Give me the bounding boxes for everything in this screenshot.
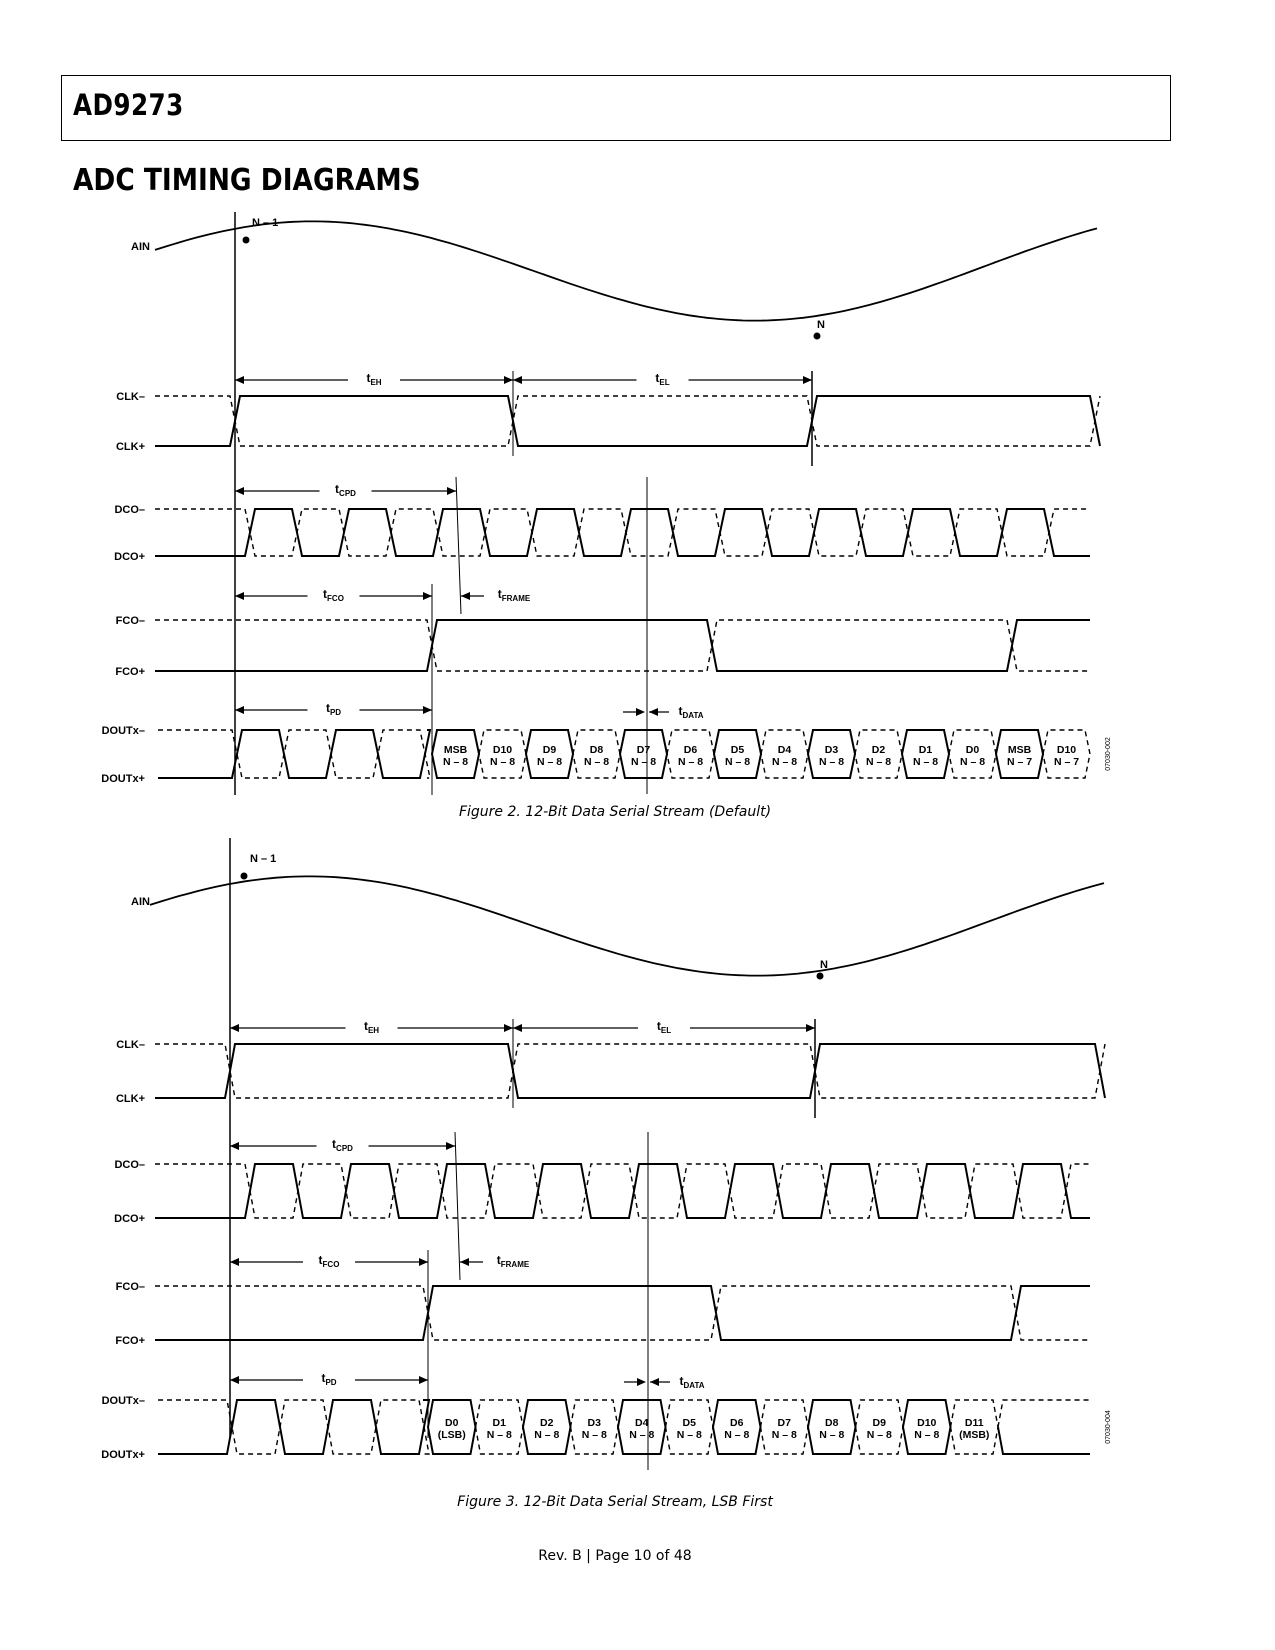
dout-minus-pre-waveform	[158, 730, 430, 778]
data-bit-name: D3	[824, 744, 839, 756]
data-bit-name: D10	[492, 744, 513, 756]
data-bit-sample: N – 8	[630, 756, 657, 768]
data-bit-sample: N – 8	[912, 756, 939, 768]
tfco-dimension-arrow-left	[235, 592, 244, 600]
data-bit-sample: N – 8	[486, 1429, 512, 1441]
tdata-label: $t_{DATA}$	[678, 704, 704, 720]
data-bit-name: MSB	[443, 744, 468, 756]
dout-plus-label: DOUTx+	[101, 1449, 145, 1461]
clk-minus-waveform	[155, 396, 1100, 446]
figure-3-caption: Figure 3. 12-Bit Data Serial Stream, LSB First	[457, 1494, 773, 1510]
data-bit-name: D4	[777, 744, 792, 756]
sample-point-n-minus-1	[241, 873, 248, 880]
ain-label: AIN	[131, 896, 150, 908]
ain-waveform	[155, 221, 1097, 320]
dco-plus-label: DCO+	[114, 1213, 145, 1225]
fco-plus-waveform	[155, 620, 1090, 671]
data-bit-sample: N – 8	[818, 756, 845, 768]
tdata-left-arrow	[636, 708, 645, 716]
data-bit-sample: N – 8	[724, 1429, 750, 1441]
dco-frame-marker	[456, 477, 461, 614]
data-bit-name: D8	[589, 744, 604, 756]
tcpd-dimension-arrow-right	[446, 1142, 455, 1150]
clk-minus-waveform	[155, 1044, 1105, 1098]
header-box	[61, 75, 1171, 141]
figure-code: 07030-004	[1105, 1410, 1112, 1444]
clk-minus-label: CLK–	[116, 391, 145, 403]
data-bit-sample: N – 8	[865, 756, 892, 768]
tfco-dimension-label: $t_{FCO}$	[323, 587, 344, 603]
teh-dimension-arrow-left	[235, 376, 244, 384]
data-bit-name: D9	[542, 744, 557, 756]
data-bit-name: D0	[965, 744, 980, 756]
data-bit-sample: N – 7	[1006, 756, 1033, 768]
tel-dimension-label: $t_{EL}$	[655, 371, 670, 387]
data-bit-sample: N – 8	[489, 756, 516, 768]
tpd-dimension-arrow-left	[230, 1376, 239, 1384]
dout-plus-pre-waveform	[158, 1400, 429, 1454]
tpd-dimension-label: $t_{PD}$	[325, 701, 342, 717]
data-bit-sample: N – 8	[914, 1429, 940, 1441]
tfco-dimension-arrow-right	[423, 592, 432, 600]
data-bit-name: D1	[918, 744, 933, 756]
fco-plus-label: FCO+	[115, 666, 145, 678]
clk-plus-waveform	[155, 1044, 1105, 1098]
figure-code: 07030-002	[1105, 737, 1112, 771]
data-bit-name: D0	[445, 1417, 459, 1429]
figure-2-timing-diagram	[0, 200, 1275, 800]
data-bit-sample: N – 8	[819, 1429, 845, 1441]
tpd-dimension-label: $t_{PD}$	[321, 1371, 337, 1387]
sample-point-n-minus-1	[243, 237, 250, 244]
data-bit-name: D8	[825, 1417, 839, 1429]
sample-point-n	[814, 333, 821, 340]
tcpd-dimension-arrow-left	[230, 1142, 239, 1150]
tel-dimension-label: $t_{EL}$	[656, 1019, 672, 1035]
data-bit-name: D5	[682, 1417, 696, 1429]
sample-point-n	[817, 973, 824, 980]
data-bit-sample: N – 8	[724, 756, 751, 768]
data-bit-name: D10	[1056, 744, 1077, 756]
data-bit-sample: (LSB)	[437, 1429, 466, 1441]
data-bit-name: D11	[964, 1417, 984, 1429]
ain-label: AIN	[131, 241, 150, 253]
dco-plus-label: DCO+	[114, 551, 145, 563]
data-bit-sample: N – 8	[442, 756, 469, 768]
data-bit-sample: (MSB)	[959, 1429, 990, 1441]
teh-dimension-label: $t_{EH}$	[366, 371, 382, 387]
tframe-label: $t_{FRAME}$	[497, 587, 531, 603]
section-title: ADC TIMING DIAGRAMS	[73, 163, 421, 198]
figure-3-timing-diagram	[0, 830, 1275, 1461]
dout-minus-label: DOUTx–	[101, 725, 145, 737]
fco-plus-label: FCO+	[115, 1335, 145, 1347]
dout-minus-label: DOUTx–	[101, 1395, 145, 1407]
data-bit-sample: N – 8	[771, 1429, 797, 1441]
data-bit-sample: N – 8	[536, 756, 563, 768]
tdata-label: $t_{DATA}$	[679, 1374, 705, 1390]
dout-plus-pre-waveform	[158, 730, 430, 778]
teh-dimension-label: $t_{EH}$	[363, 1019, 380, 1035]
data-bit-name: D2	[540, 1417, 554, 1429]
tel-dimension-arrow-left	[513, 376, 522, 384]
data-bit-name: D7	[777, 1417, 791, 1429]
tel-dimension-arrow-left	[513, 1024, 522, 1032]
data-bit-sample: N – 8	[677, 756, 704, 768]
part-number: AD9273	[73, 88, 184, 122]
data-bit-sample: N – 8	[581, 1429, 607, 1441]
data-bit-name: D1	[492, 1417, 506, 1429]
data-bit-sample: N – 8	[583, 756, 610, 768]
fco-minus-waveform	[155, 620, 1090, 671]
tcpd-dimension-label: $t_{CPD}$	[335, 482, 356, 498]
data-bit-sample: N – 8	[771, 756, 798, 768]
clk-plus-label: CLK+	[115, 441, 145, 453]
dco-minus-label: DCO–	[114, 504, 145, 516]
tpd-dimension-arrow-right	[423, 706, 432, 714]
tpd-dimension-arrow-left	[235, 706, 244, 714]
sample-label-n: N	[820, 959, 828, 971]
clk-plus-waveform	[155, 396, 1100, 446]
teh-dimension-arrow-right	[504, 1024, 513, 1032]
dco-frame-marker	[455, 1132, 460, 1280]
data-bit-sample: N – 8	[534, 1429, 560, 1441]
dout-minus-post-waveform	[998, 1400, 1090, 1427]
fco-plus-waveform	[155, 1286, 1090, 1340]
data-bit-name: D6	[683, 744, 698, 756]
data-bit-name: D6	[730, 1417, 744, 1429]
data-bit-name: D3	[587, 1417, 601, 1429]
tdata-left-arrow	[637, 1378, 646, 1386]
fco-minus-waveform	[155, 1286, 1090, 1340]
tfco-dimension-arrow-right	[419, 1258, 428, 1266]
sample-label-n-minus-1: N – 1	[250, 853, 277, 865]
dout-plus-post-waveform	[998, 1427, 1090, 1454]
data-bit-sample: N – 8	[866, 1429, 892, 1441]
fco-minus-label: FCO–	[115, 615, 145, 627]
tpd-dimension-arrow-right	[419, 1376, 428, 1384]
data-bit-name: D10	[917, 1417, 937, 1429]
tcpd-dimension-label: $t_{CPD}$	[332, 1137, 353, 1153]
data-bit-name: D5	[730, 744, 745, 756]
dco-plus-waveform	[155, 1164, 1090, 1218]
tfco-dimension-arrow-left	[230, 1258, 239, 1266]
tel-dimension-arrow-right	[803, 376, 812, 384]
page-footer: Rev. B | Page 10 of 48	[538, 1548, 692, 1564]
fco-minus-label: FCO–	[115, 1281, 145, 1293]
data-bit-name: D7	[636, 744, 651, 756]
dout-minus-pre-waveform	[158, 1400, 429, 1454]
data-bit-sample: N – 8	[676, 1429, 702, 1441]
data-bit-name: D2	[871, 744, 886, 756]
data-bit-name: D4	[635, 1417, 649, 1429]
sample-label-n: N	[817, 319, 825, 331]
teh-dimension-arrow-right	[504, 376, 513, 384]
teh-dimension-arrow-left	[230, 1024, 239, 1032]
data-bit-sample: N – 8	[629, 1429, 655, 1441]
data-bit-sample: N – 8	[959, 756, 986, 768]
clk-plus-label: CLK+	[115, 1093, 145, 1105]
clk-minus-label: CLK–	[116, 1039, 145, 1051]
data-bit-sample: N – 7	[1053, 756, 1080, 768]
sample-label-n-minus-1: N – 1	[252, 217, 279, 229]
data-bit-name: MSB	[1007, 744, 1032, 756]
data-bit-name: D9	[872, 1417, 886, 1429]
tfco-dimension-label: $t_{FCO}$	[318, 1253, 340, 1269]
tel-dimension-arrow-right	[806, 1024, 815, 1032]
tcpd-dimension-arrow-left	[235, 487, 244, 495]
tcpd-dimension-arrow-right	[447, 487, 456, 495]
dout-plus-label: DOUTx+	[101, 773, 145, 785]
tframe-label: $t_{FRAME}$	[496, 1253, 530, 1269]
ain-waveform	[150, 876, 1104, 975]
dco-minus-label: DCO–	[114, 1159, 145, 1171]
figure-2-caption: Figure 2. 12-Bit Data Serial Stream (Default)	[458, 804, 772, 820]
